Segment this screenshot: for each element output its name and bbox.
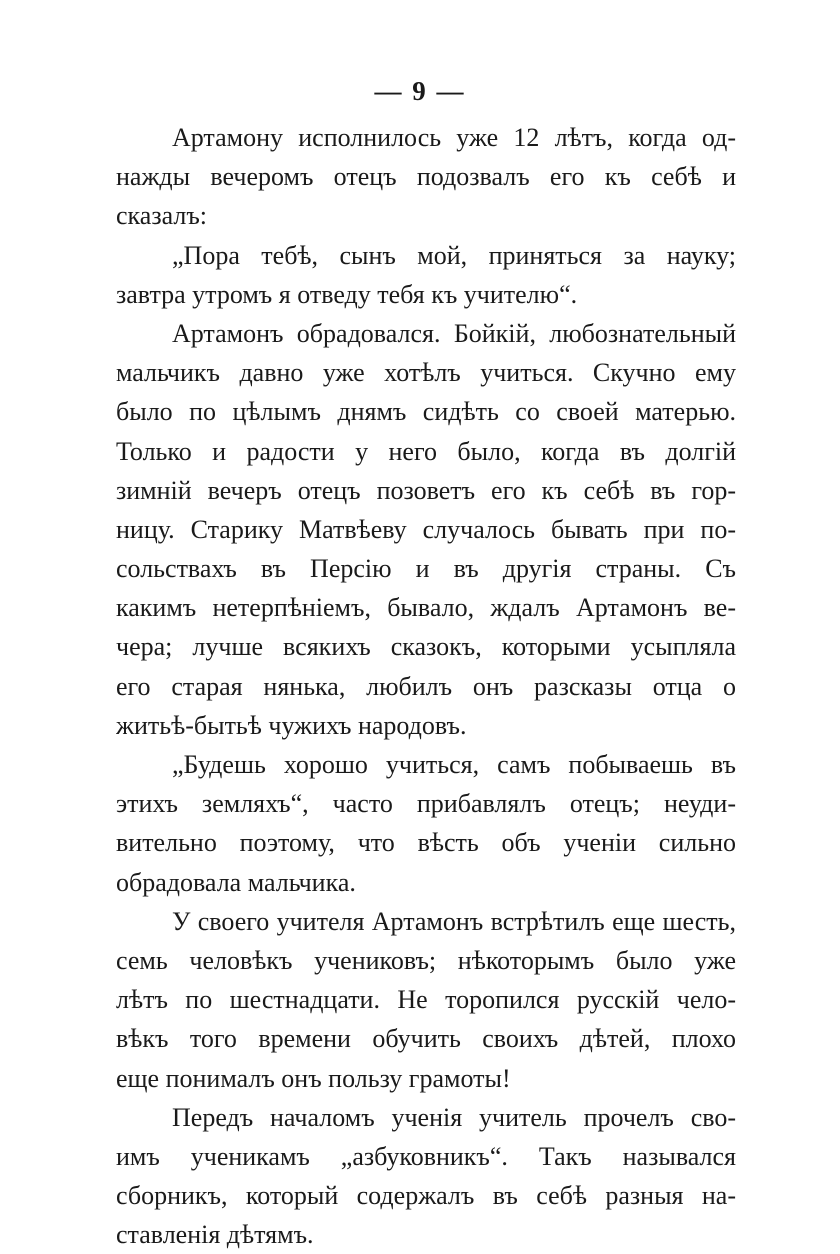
text-line: Только и радости у него было, когда въ долгій (116, 436, 736, 466)
text-line: было по цѣлымъ днямъ сидѣть со своей матерью. (116, 397, 736, 427)
text-line: зимній вечеръ отецъ позоветъ его къ себѣ въ гор- (116, 475, 736, 505)
paragraph (116, 745, 736, 902)
text-line: обрадовала мальчика. (116, 867, 356, 897)
text-line: У своего учителя Артамонъ встрѣтилъ еще шесть, (172, 906, 736, 936)
paragraph (116, 118, 736, 236)
text-line: ставленія дѣтямъ. (116, 1220, 314, 1250)
text-line: сольствахъ въ Персію и въ другія страны. Съ (116, 554, 736, 584)
text-line: еще понималъ онъ пользу грамоты! (116, 1063, 511, 1093)
text-line: мальчикъ давно уже хотѣлъ учиться. Скучно ему (116, 358, 736, 388)
text-line: Артамонъ обрадовался. Бойкій, любознательный (172, 318, 736, 348)
text-line: Артамону исполнилось уже 12 лѣтъ, когда од- (172, 123, 736, 152)
text-line: семь человѣкъ учениковъ; нѣкоторымъ было уже (116, 945, 736, 975)
paragraph (116, 314, 736, 745)
page-number: — 9 — (374, 76, 466, 106)
paragraph (116, 1098, 736, 1254)
text-line: нажды вечеромъ отецъ подозвалъ его къ себѣ и (116, 162, 736, 192)
text-line: этихъ земляхъ“, часто прибавлялъ отецъ; неуди- (116, 789, 736, 819)
text-line: сборникъ, который содержалъ въ себѣ разныя на- (116, 1181, 736, 1211)
text-line: имъ ученикамъ „азбуковникъ“. Такъ назывался (116, 1141, 736, 1171)
text-line: его старая нянька, любилъ онъ разсказы отца о (116, 671, 736, 701)
text-line: завтра утромъ я отведу тебя къ учителю“. (116, 279, 578, 309)
text-line: житьѣ-бытьѣ чужихъ народовъ. (116, 710, 467, 740)
text-line: какимъ нетерпѣніемъ, бывало, ждалъ Артамонъ ве- (116, 593, 736, 623)
paragraph (116, 236, 736, 314)
text-line: ницу. Старику Матвѣеву случалось бывать при по- (116, 514, 736, 544)
text-line: „Пора тебѣ, сынъ мой, приняться за науку; (172, 240, 736, 270)
text-line: сказалъ: (116, 201, 207, 231)
text-line: Передъ началомъ ученія учитель прочелъ сво- (172, 1102, 736, 1132)
text-line: чера; лучше всякихъ сказокъ, которыми усыпляла (116, 632, 736, 662)
text-line: вительно поэтому, что вѣсть объ ученіи сильно (116, 828, 736, 858)
paragraph (116, 902, 736, 1098)
text-line: „Будешь хорошо учиться, самъ побываешь въ (172, 750, 736, 779)
text-line: вѣкъ того времени обучить своихъ дѣтей, плохо (116, 1024, 736, 1054)
body-text (116, 118, 736, 1254)
text-line: лѣтъ по шестнадцати. Не торопился русскій чело- (116, 985, 736, 1015)
